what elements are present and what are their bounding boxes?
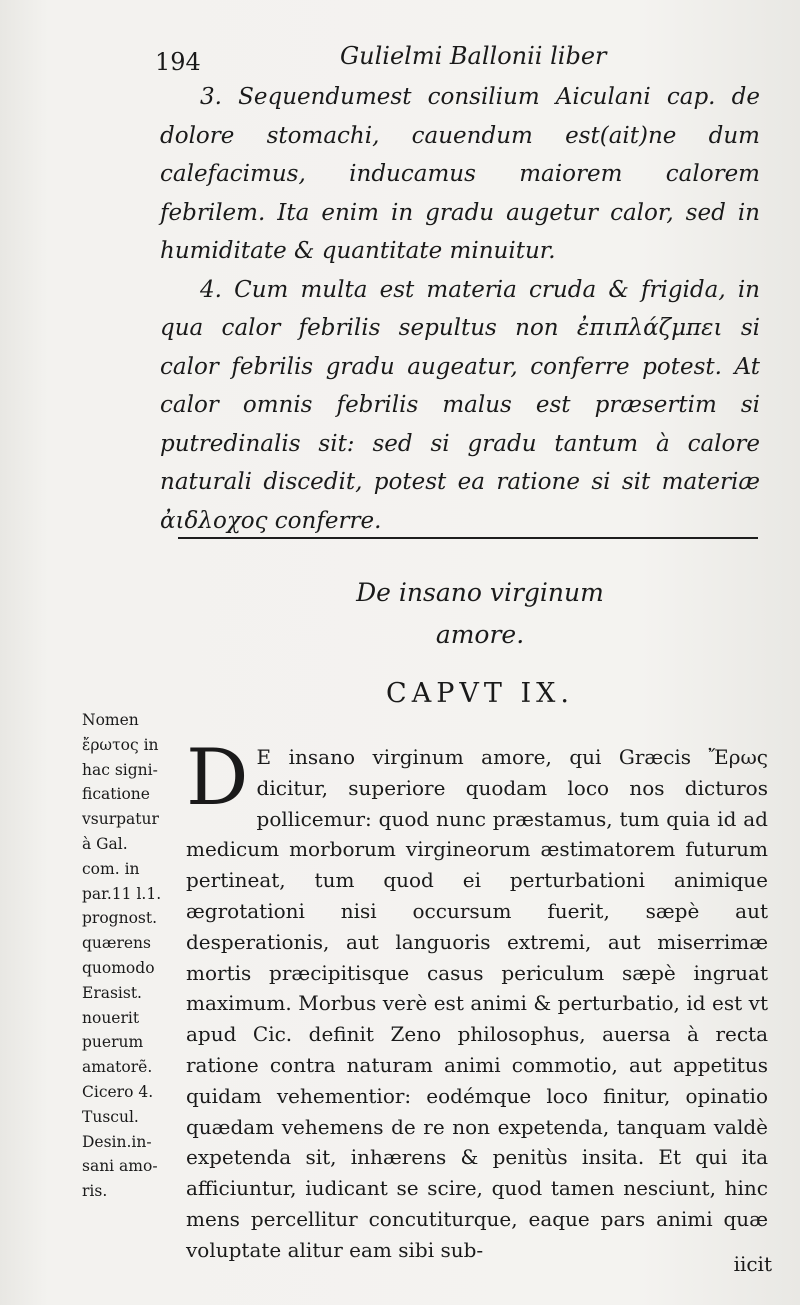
margin-line: Erasist. [82,983,142,1002]
catchword: iicit [733,1252,772,1276]
margin-line: quærens [82,934,151,953]
margin-line: prognost. [82,909,158,928]
margin-line: Nomen [82,711,139,729]
chapter-number: CAPVT IX. [386,678,574,709]
margin-line: nouerit [82,1008,140,1027]
margin-line: Tuscul. [82,1107,139,1126]
section-divider [178,537,758,539]
chapter-title [300,572,660,656]
margin-line: sani amo- [82,1157,158,1176]
margin-line: ficatione [82,785,150,804]
chapter-body [186,733,768,1266]
body-paragraph [186,733,768,1266]
body-text: E insano virginum amore, qui Græcis Ἔρως dicitur, superiore quodam loco nos dicturos pollicemur: quod nunc præstamus, tum quia id ad medicum morborum virgineorum æstimatorem futurum pertineat, tum quod ei perturbationi animique ægrotationi nisi occursum fuerit, sæpè aut desperationis, aut languoris extremi, aut miserrimæ mortis præcipitisque casus periculum sæpè ingruat maximum. Morbus verè est animi & perturbatio, id est vt apud Cic. definit Zeno philosophus, auersa à recta ratione contra naturam animi commotio, aut appetitus quidam vehementior: eodémque loco finitur, opinatio quædam vehemens de re non expetenda, tanquam valdè expetenda sit, inhærens & penitùs insita. Et qui ita afficiuntur, iudicant se scire, quod tamen nesciunt, hinc mens percellitur concutiturque, eaque pars animi quæ voluptate alitur eam sibi sub- [186,745,768,1262]
drop-cap: D [186,733,249,823]
margin-line: amatorẽ. [82,1058,153,1077]
page-header [0,38,800,78]
running-title: Gulielmi Ballonii liber [340,42,607,70]
margin-line: hac signi- [82,760,158,779]
margin-line: ris. [82,1182,108,1201]
chapter-title-line-2: amore. [435,620,525,649]
margin-line: Cicero 4. [82,1082,154,1101]
margin-line: puerum [82,1033,144,1052]
marginal-note [82,708,182,1204]
italic-paragraphs [160,78,760,540]
margin-line: com. in [82,859,140,878]
margin-line: vsurpatur [82,810,159,829]
margin-line: ἔρωτος in [82,735,159,754]
margin-line: Desin.in- [82,1132,152,1151]
paragraph-4: 4. Cum multa est materia cruda & frigida, in qua calor febrilis sepultus non ἐπιπλάζμπει si calor febrilis gradu augeatur, conferre potest. At calor omnis febrilis malus est præsertim si putredinalis sit: sed si gradu tantum à calore naturali discedit, potest ea ratione si sit materiæ ἀιδλοχος conferre. [160,276,760,534]
chapter-title-line-1: De insano virginum [356,578,604,607]
margin-line: par.11 l.1. [82,884,162,903]
page-number: 194 [155,48,201,76]
margin-line: à Gal. [82,834,128,853]
paragraph-3: 3. Sequendumest consilium Aiculani cap. de dolore stomachi, cauendum est(ait)ne dum calefacimus, inducamus maiorem calorem febrilem. Ita enim in gradu augetur calor, sed in humiditate & quantitate minuitur. [160,84,760,264]
margin-line: quomodo [82,958,155,977]
